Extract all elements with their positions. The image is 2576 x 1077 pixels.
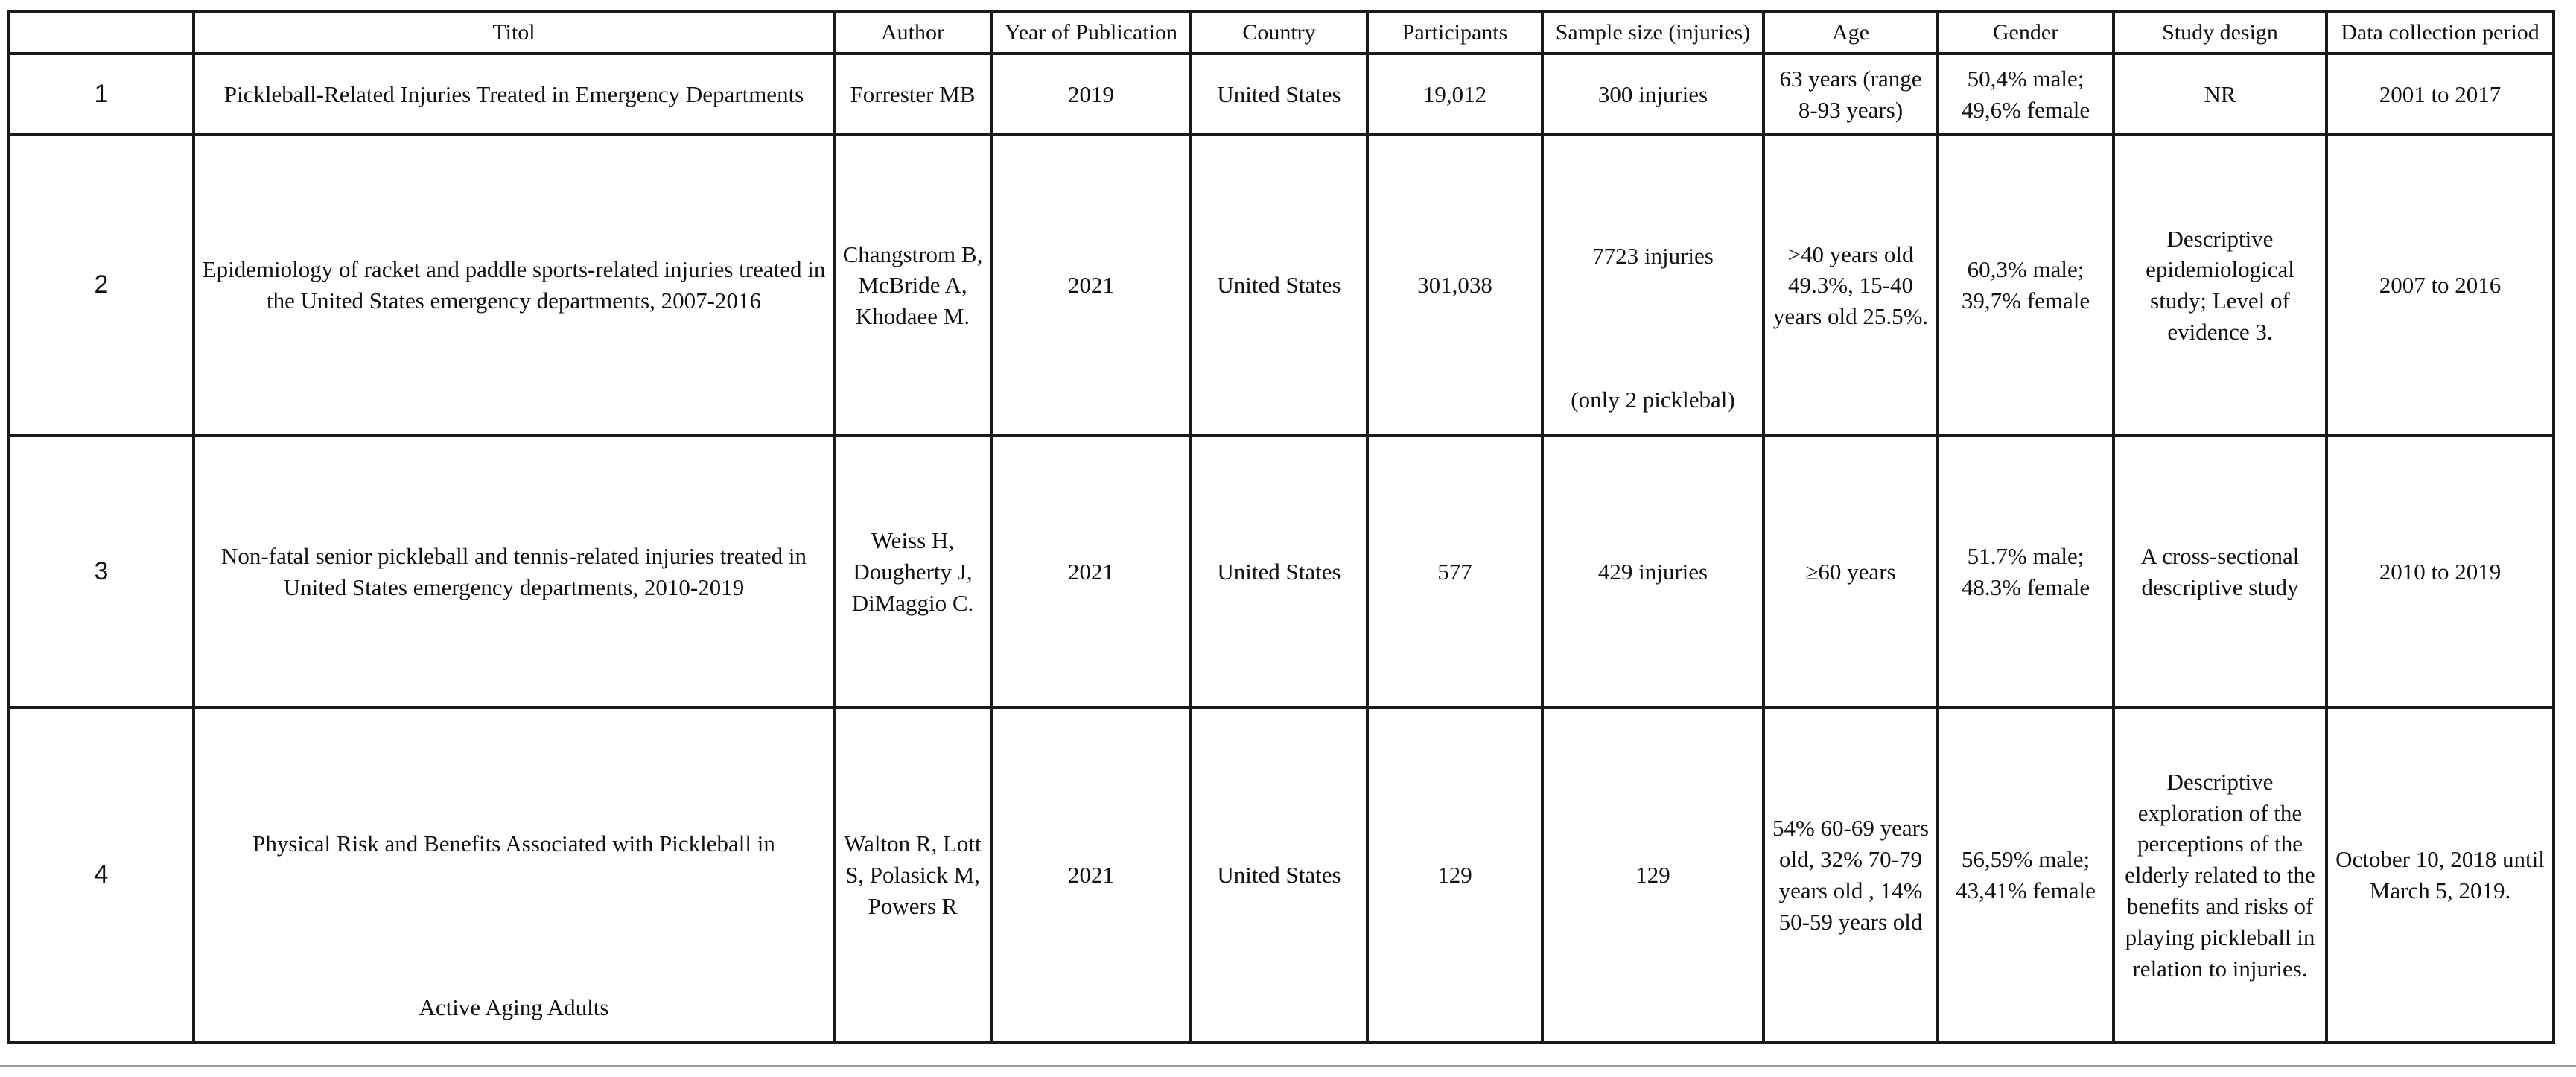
cell-country: United States — [1191, 54, 1367, 135]
cell-study-design: A cross-sectional descriptive study — [2114, 436, 2327, 708]
table-row — [9, 54, 2554, 135]
studies-table-sheet — [7, 10, 2552, 1044]
sample-size-value: 7723 injuries — [1592, 243, 1714, 270]
header-sample-size: Sample size (injuries) — [1542, 12, 1764, 54]
header-title: Titol — [194, 12, 834, 54]
cell-age: 63 years (range 8-93 years) — [1764, 54, 1938, 135]
sample-size-stack — [1547, 136, 1759, 434]
cell-data-collection-period: 2007 to 2016 — [2327, 135, 2554, 436]
cell-sample-size — [1542, 135, 1764, 436]
cell-country: United States — [1191, 135, 1367, 436]
title-line-main: Physical Risk and Benefits Associated with Pickleball in — [252, 830, 775, 857]
table-row — [9, 135, 2554, 436]
cell-gender: 60,3% male; 39,7% female — [1938, 135, 2114, 436]
cell-gender: 51.7% male; 48.3% female — [1938, 436, 2114, 708]
header-age: Age — [1764, 12, 1938, 54]
cell-author: Weiss H, Dougherty J, DiMaggio C. — [834, 436, 991, 708]
cell-country: United States — [1191, 708, 1367, 1043]
cell-study-design: NR — [2114, 54, 2327, 135]
cell-age: 54% 60-69 years old, 32% 70-79 years old , 14% 50-59 years old — [1764, 708, 1938, 1043]
header-study-design: Study design — [2114, 12, 2327, 54]
cell-title: Non-fatal senior pickleball and tennis-related injuries treated in United States emergency departments, 2010-2019 — [194, 436, 834, 708]
cell-index: 3 — [9, 436, 194, 708]
cell-data-collection-period: 2001 to 2017 — [2327, 54, 2554, 135]
title-stack — [198, 709, 830, 1041]
cell-year: 2021 — [991, 135, 1191, 436]
header-country: Country — [1191, 12, 1367, 54]
cell-author: Walton R, Lott S, Polasick M, Powers R — [834, 708, 991, 1043]
cell-age: ≥60 years — [1764, 436, 1938, 708]
cell-author: Forrester MB — [834, 54, 991, 135]
cell-data-collection-period: 2010 to 2019 — [2327, 436, 2554, 708]
cell-participants: 19,012 — [1367, 54, 1542, 135]
cell-title — [194, 708, 834, 1043]
title-line-continued: Active Aging Adults — [419, 994, 609, 1021]
cell-country: United States — [1191, 436, 1367, 708]
cell-title: Epidemiology of racket and paddle sports-related injuries treated in the United States emergency departments, 2007-2016 — [194, 135, 834, 436]
page-bottom-divider — [0, 1065, 2576, 1067]
studies-table — [7, 10, 2555, 1044]
sample-size-note: (only 2 picklebal) — [1571, 386, 1735, 413]
header-gender: Gender — [1938, 12, 2114, 54]
cell-study-design: Descriptive epidemiological study; Level of evidence 3. — [2114, 135, 2327, 436]
header-row — [9, 12, 2554, 54]
table-row — [9, 436, 2554, 708]
cell-author: Changstrom B, McBride A, Khodaee M. — [834, 135, 991, 436]
header-index — [9, 12, 194, 54]
cell-participants: 577 — [1367, 436, 1542, 708]
cell-gender: 56,59% male; 43,41% female — [1938, 708, 2114, 1043]
cell-study-design: Descriptive exploration of the perceptions of the elderly related to the benefits and risks of playing pickleball in relation to injuries. — [2114, 708, 2327, 1043]
cell-sample-size: 429 injuries — [1542, 436, 1764, 708]
cell-year: 2019 — [991, 54, 1191, 135]
cell-year: 2021 — [991, 708, 1191, 1043]
header-participants: Participants — [1367, 12, 1542, 54]
cell-index: 2 — [9, 135, 194, 436]
header-author: Author — [834, 12, 991, 54]
header-year: Year of Publication — [991, 12, 1191, 54]
cell-year: 2021 — [991, 436, 1191, 708]
header-data-collection-period: Data collection period — [2327, 12, 2554, 54]
cell-sample-size: 300 injuries — [1542, 54, 1764, 135]
cell-gender: 50,4% male; 49,6% female — [1938, 54, 2114, 135]
cell-participants: 301,038 — [1367, 135, 1542, 436]
cell-age: >40 years old 49.3%, 15-40 years old 25.5%. — [1764, 135, 1938, 436]
cell-data-collection-period: October 10, 2018 until March 5, 2019. — [2327, 708, 2554, 1043]
cell-sample-size: 129 — [1542, 708, 1764, 1043]
cell-index: 1 — [9, 54, 194, 135]
cell-participants: 129 — [1367, 708, 1542, 1043]
table-row — [9, 708, 2554, 1043]
cell-index: 4 — [9, 708, 194, 1043]
cell-title: Pickleball-Related Injuries Treated in Emergency Departments — [194, 54, 834, 135]
